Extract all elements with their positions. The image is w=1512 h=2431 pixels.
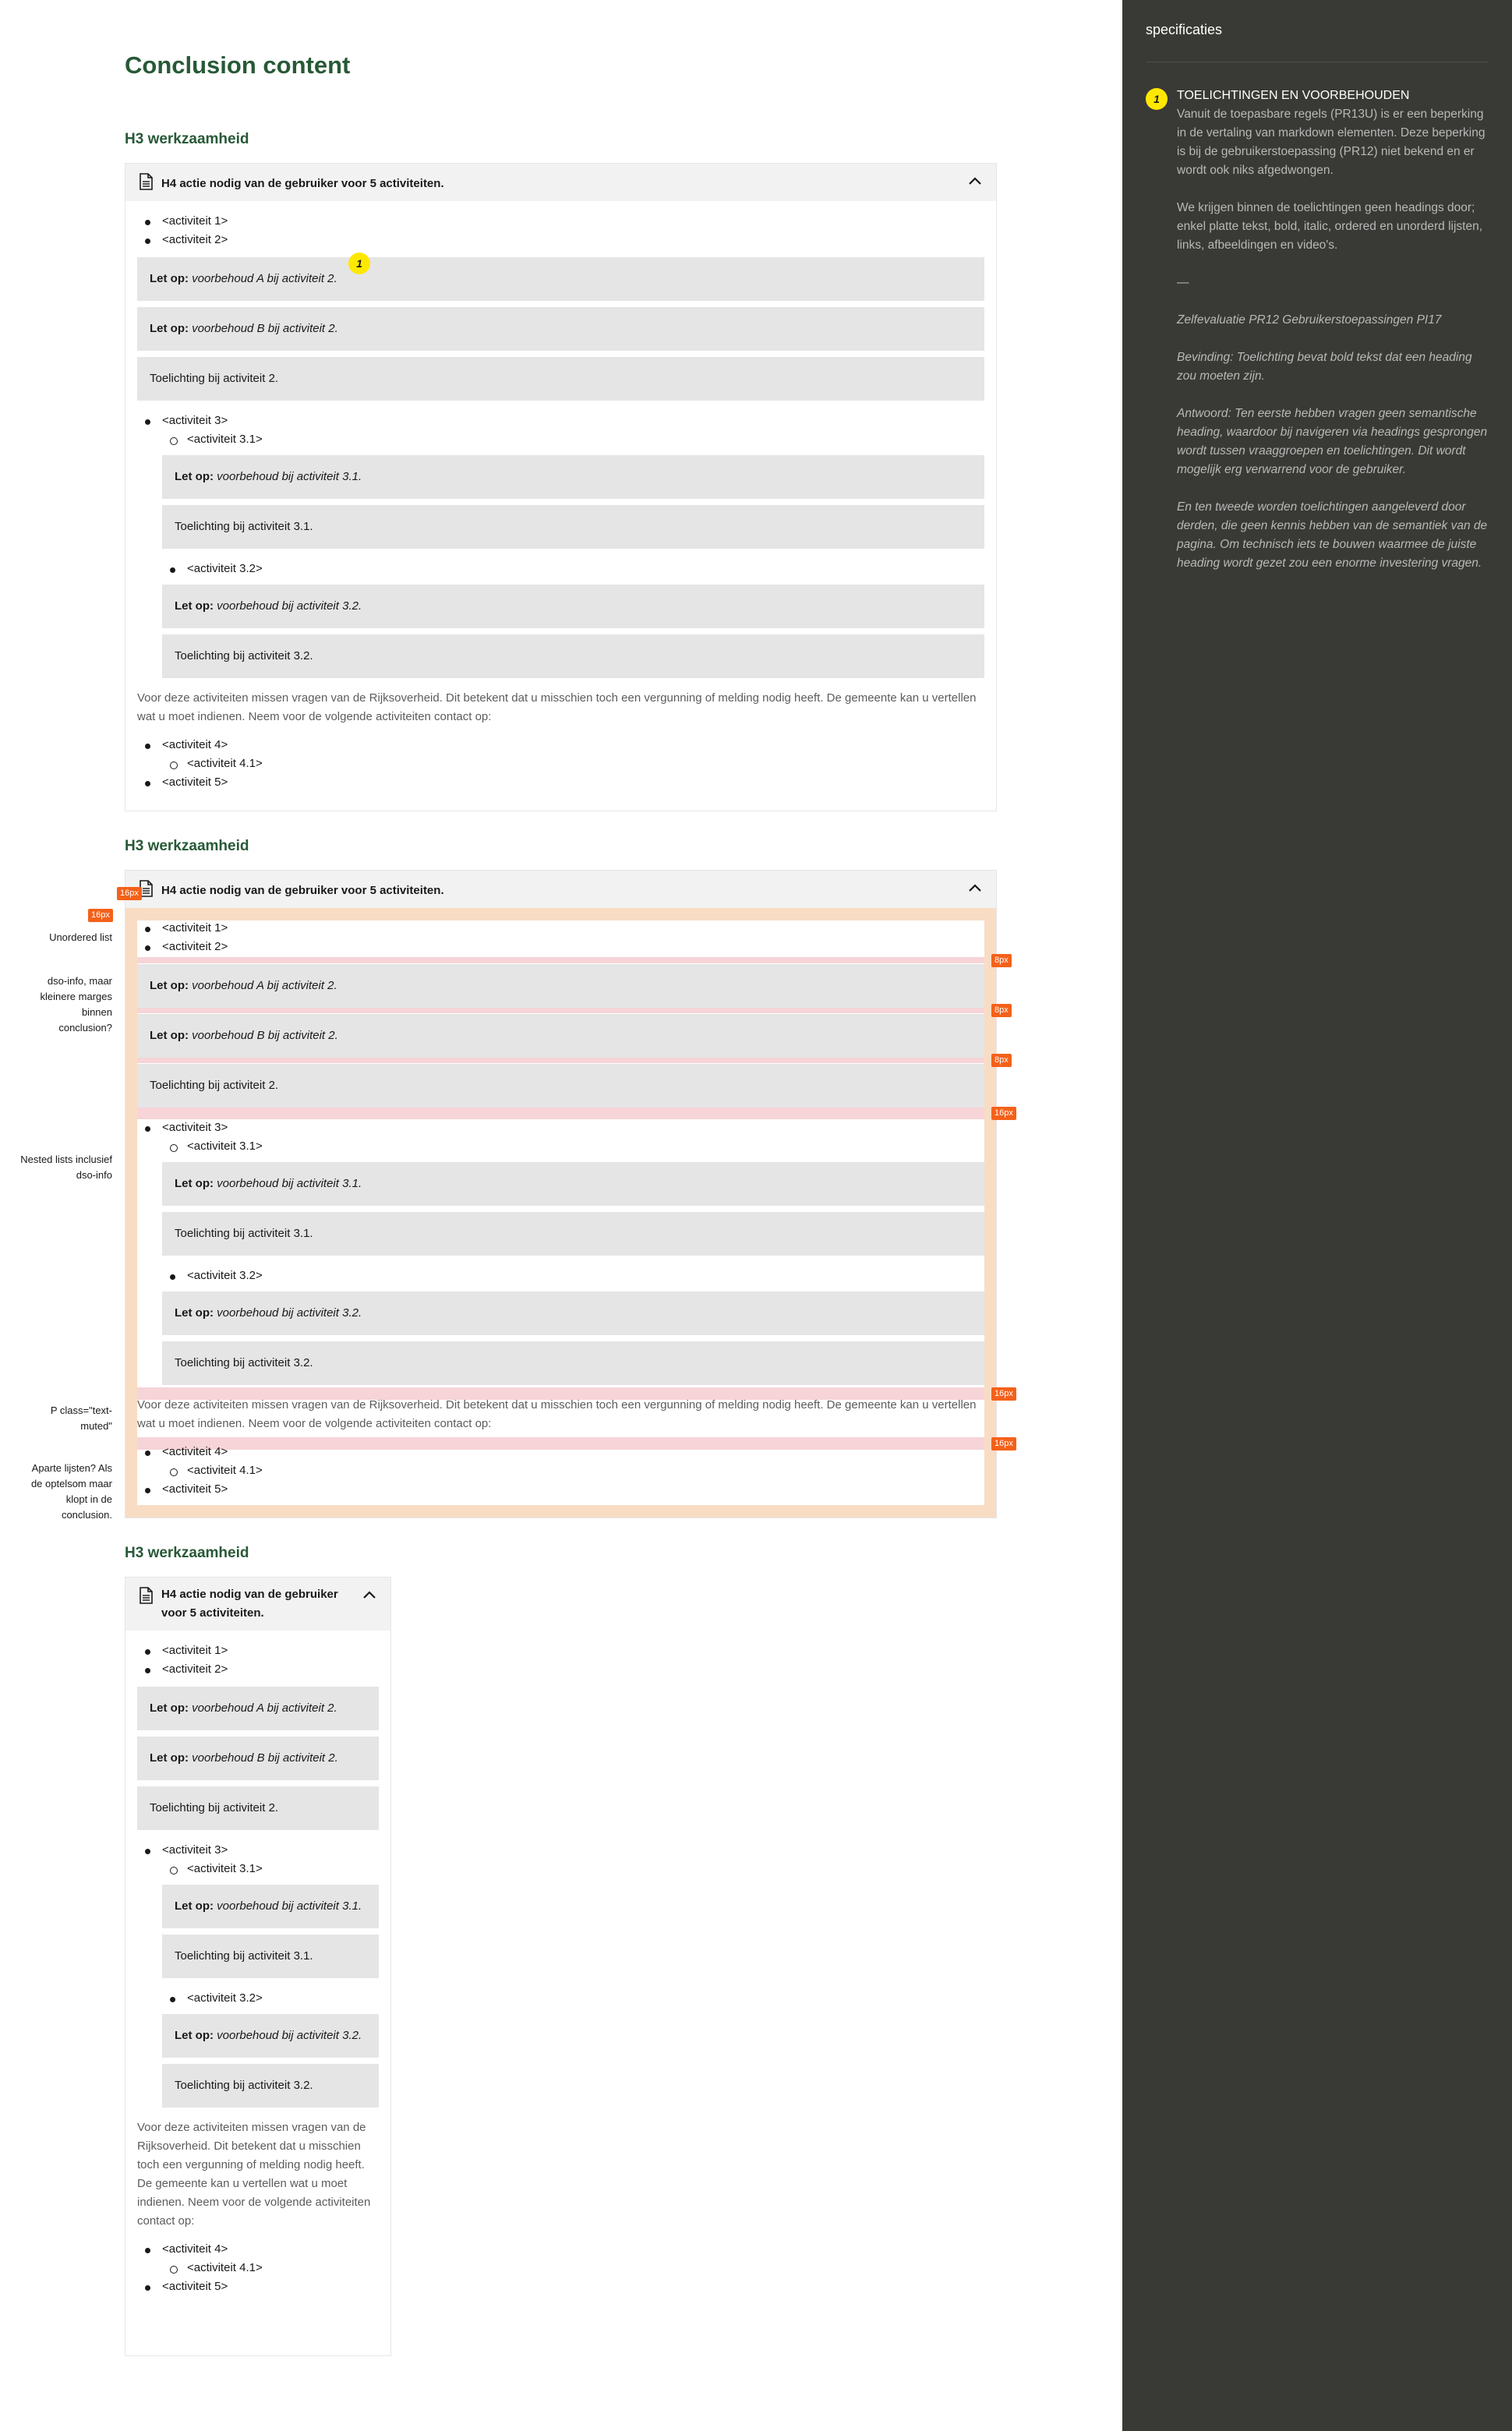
- list-item: <activiteit 4.1>: [187, 2259, 379, 2277]
- note-nested: Nested lists inclusief dso-info: [20, 1154, 112, 1181]
- list-item: <activiteit 3> <activiteit 3.1>: [162, 1118, 984, 1156]
- list-item: <activiteit 2>: [162, 938, 984, 956]
- dso-info: Toelichting bij activiteit 2.: [137, 1786, 379, 1830]
- unordered-list: [137, 1841, 379, 1878]
- spec-title: specificaties: [1146, 22, 1223, 37]
- chevron-up-icon[interactable]: [968, 883, 982, 892]
- nested-list: [162, 754, 984, 773]
- accordion-title: H4 actie nodig van de gebruiker voor 5 activiteiten.: [161, 884, 444, 897]
- spec-paragraph: Antwoord: Ten eerste hebben vragen geen semantische heading, waardoor bij navigeren via headings gesprongen wordt tussen vraaggroepen en toelichtingen. Dit wordt mogelijk erg verwarrend voor de gebruiker.: [1177, 407, 1488, 476]
- dso-info: Toelichting bij activiteit 3.2.: [162, 1341, 984, 1385]
- dso-info: Let op: voorbehoud A bij activiteit 2.: [137, 964, 984, 1008]
- list-item: <activiteit 3.1>: [187, 1137, 984, 1156]
- dso-info: Toelichting bij activiteit 2.: [137, 357, 984, 401]
- spec-paragraph: We krijgen binnen de toelichtingen geen headings door; enkel platte tekst, bold, italic, ordered en unorderd lijsten, links, afbeeldingen en video's.: [1177, 201, 1483, 252]
- accordion-1: [125, 163, 997, 811]
- measure-tag: 8px: [991, 1054, 1012, 1067]
- dso-info: Toelichting bij activiteit 3.1.: [162, 1935, 379, 1978]
- measure-tag: 16px: [117, 887, 142, 900]
- document-icon: [140, 173, 153, 190]
- spec-paragraph: En ten tweede worden toelichtingen aangeleverd door derden, die geen kennis hebben van de semantiek van de pagina. Om technisch iets te bouwen waarmee de juiste heading wordt gezet zou een enorme investering vragen.: [1177, 500, 1488, 570]
- note-dso-info: dso-info, maar kleinere marges binnen conclusion?: [40, 975, 112, 1034]
- unordered-list: [137, 1641, 379, 1679]
- list-item: <activiteit 3.2>: [187, 1267, 984, 1285]
- dso-info: Let op: voorbehoud B bij activiteit 2.: [137, 307, 984, 351]
- accordion-title: H4 actie nodig van de gebruiker voor 5 activiteiten.: [161, 177, 444, 190]
- spec-paragraph: Zelfevaluatie PR12 Gebruikerstoepassingen PI17: [1177, 313, 1442, 327]
- list-item: <activiteit 1>: [162, 919, 984, 938]
- nested-list: [162, 1137, 984, 1156]
- dso-info: Let op: voorbehoud A bij activiteit 2.: [137, 257, 984, 301]
- unordered-list: [137, 2240, 379, 2296]
- dso-info: Toelichting bij activiteit 3.1.: [162, 1212, 984, 1256]
- list-item: <activiteit 3> <activiteit 3.1>: [162, 412, 984, 449]
- dso-info: Let op: voorbehoud bij activiteit 3.1.: [162, 1885, 379, 1928]
- dso-info: Let op: voorbehoud bij activiteit 3.1.: [162, 1162, 984, 1206]
- unordered-list: [137, 1118, 984, 1156]
- dso-info: Let op: voorbehoud B bij activiteit 2.: [137, 1014, 984, 1058]
- accordion-body: [125, 1631, 390, 2301]
- spec-paragraph: Vanuit de toepasbare regels (PR13U) is er een beperking in de vertaling van markdown elementen. Deze beperking is bij de gebruikerstoepassing (PR12) niet bekend en er wordt ook niks afgedwongen.: [1177, 108, 1486, 177]
- accordion-header[interactable]: [125, 1578, 390, 1631]
- dso-info: Let op: voorbehoud bij activiteit 3.1.: [162, 455, 984, 499]
- section-heading-3: H3 werkzaamheid: [125, 1545, 249, 1561]
- spec-heading: TOELICHTINGEN EN VOORBEHOUDEN: [1177, 89, 1410, 102]
- annotation-marker: 1: [1146, 88, 1168, 110]
- accordion-title: H4 actie nodig van de gebruiker voor 5 activiteiten.: [161, 1588, 338, 1620]
- list-item: <activiteit 4.1>: [187, 754, 984, 773]
- spec-dash: —: [1177, 276, 1189, 289]
- page-title: Conclusion content: [125, 51, 351, 79]
- dso-info: Toelichting bij activiteit 3.2.: [162, 634, 984, 678]
- measure-tag: 16px: [88, 909, 113, 922]
- measure-tag: 16px: [991, 1387, 1016, 1401]
- dso-info: Toelichting bij activiteit 3.1.: [162, 505, 984, 549]
- chevron-up-icon[interactable]: [362, 1590, 376, 1599]
- unordered-list: [137, 919, 984, 956]
- dso-info: Toelichting bij activiteit 3.2.: [162, 2064, 379, 2108]
- list-item: <activiteit 3.2>: [187, 1989, 379, 2008]
- dso-info: Let op: voorbehoud bij activiteit 3.2.: [162, 585, 984, 628]
- list-item: <activiteit 3.1>: [187, 430, 984, 449]
- list-item: <activiteit 4.1>: [187, 1461, 984, 1480]
- nested-list: [162, 1461, 984, 1480]
- dso-info: Let op: voorbehoud B bij activiteit 2.: [137, 1737, 379, 1780]
- accordion-body: [125, 201, 996, 797]
- accordion-header[interactable]: [125, 871, 996, 908]
- note-unordered: Unordered list: [49, 931, 112, 943]
- dso-info: Toelichting bij activiteit 2.: [137, 1064, 984, 1108]
- list-item: <activiteit 1>: [162, 1641, 379, 1660]
- list-item: <activiteit 3.2>: [187, 560, 984, 578]
- list-item: <activiteit 2>: [162, 1660, 379, 1679]
- accordion-body: [125, 908, 996, 1499]
- dso-info: Let op: voorbehoud bij activiteit 3.2.: [162, 2014, 379, 2058]
- section-heading-2: H3 werkzaamheid: [125, 838, 249, 854]
- list-item: <activiteit 5>: [162, 773, 984, 792]
- accordion-3: [125, 1577, 391, 2356]
- nested-list: [137, 560, 984, 578]
- text-muted: Voor deze activiteiten missen vragen van de Rijksoverheid. Dit betekent dat u misschien toch een vergunning of melding nodig heeft. De gemeente kan u vertellen wat u moet indienen. Neem voor de volgende activiteiten contact op:: [137, 2121, 371, 2228]
- spec-item: [1146, 87, 1493, 573]
- list-item: <activiteit 3.1>: [187, 1860, 379, 1878]
- note-aparte: Aparte lijsten? Als de optelsom maar klopt in de conclusion.: [30, 1462, 112, 1521]
- nested-list: [137, 1989, 379, 2008]
- measure-tag: 8px: [991, 954, 1012, 967]
- dso-info: Let op: voorbehoud bij activiteit 3.2.: [162, 1291, 984, 1335]
- measure-tag: 8px: [991, 1004, 1012, 1017]
- measure-tag: 16px: [991, 1437, 1016, 1450]
- nested-list: [162, 430, 984, 449]
- measure-tag: 16px: [991, 1107, 1016, 1120]
- spec-panel: [1122, 0, 1512, 2431]
- chevron-up-icon[interactable]: [968, 176, 982, 186]
- list-item: <activiteit 2>: [162, 231, 984, 249]
- dso-info: Let op: voorbehoud A bij activiteit 2.: [137, 1687, 379, 1730]
- unordered-list: [137, 212, 984, 249]
- accordion-header[interactable]: [125, 164, 996, 201]
- list-item: <activiteit 4> <activiteit 4.1>: [162, 736, 984, 773]
- unordered-list: [137, 412, 984, 449]
- nested-list: [162, 2259, 379, 2277]
- list-item: <activiteit 5>: [162, 1480, 984, 1499]
- unordered-list: [137, 736, 984, 792]
- list-item: <activiteit 4> <activiteit 4.1>: [162, 2240, 379, 2277]
- section-heading-1: H3 werkzaamheid: [125, 131, 249, 147]
- note-p-class: P class="text-muted": [50, 1405, 112, 1432]
- nested-list: [137, 1267, 984, 1285]
- list-item: <activiteit 3> <activiteit 3.1>: [162, 1841, 379, 1878]
- spec-paragraph: Bevinding: Toelichting bevat bold tekst dat een heading zou moeten zijn.: [1177, 351, 1472, 383]
- list-item: <activiteit 4> <activiteit 4.1>: [162, 1443, 984, 1480]
- text-muted: Voor deze activiteiten missen vragen van de Rijksoverheid. Dit betekent dat u misschien toch een vergunning of melding nodig heeft. De gemeente kan u vertellen wat u moet indienen. Neem voor de volgende activiteiten contact op:: [137, 1398, 977, 1430]
- list-item: <activiteit 1>: [162, 212, 984, 231]
- text-muted: Voor deze activiteiten missen vragen van de Rijksoverheid. Dit betekent dat u misschien toch een vergunning of melding nodig heeft. De gemeente kan u vertellen wat u moet indienen. Neem voor de volgende activiteiten contact op:: [137, 691, 977, 723]
- nested-list: [162, 1860, 379, 1878]
- list-item: <activiteit 5>: [162, 2277, 379, 2296]
- document-icon: [140, 1587, 153, 1604]
- unordered-list: [137, 1443, 984, 1499]
- annotation-marker: 1: [348, 253, 370, 274]
